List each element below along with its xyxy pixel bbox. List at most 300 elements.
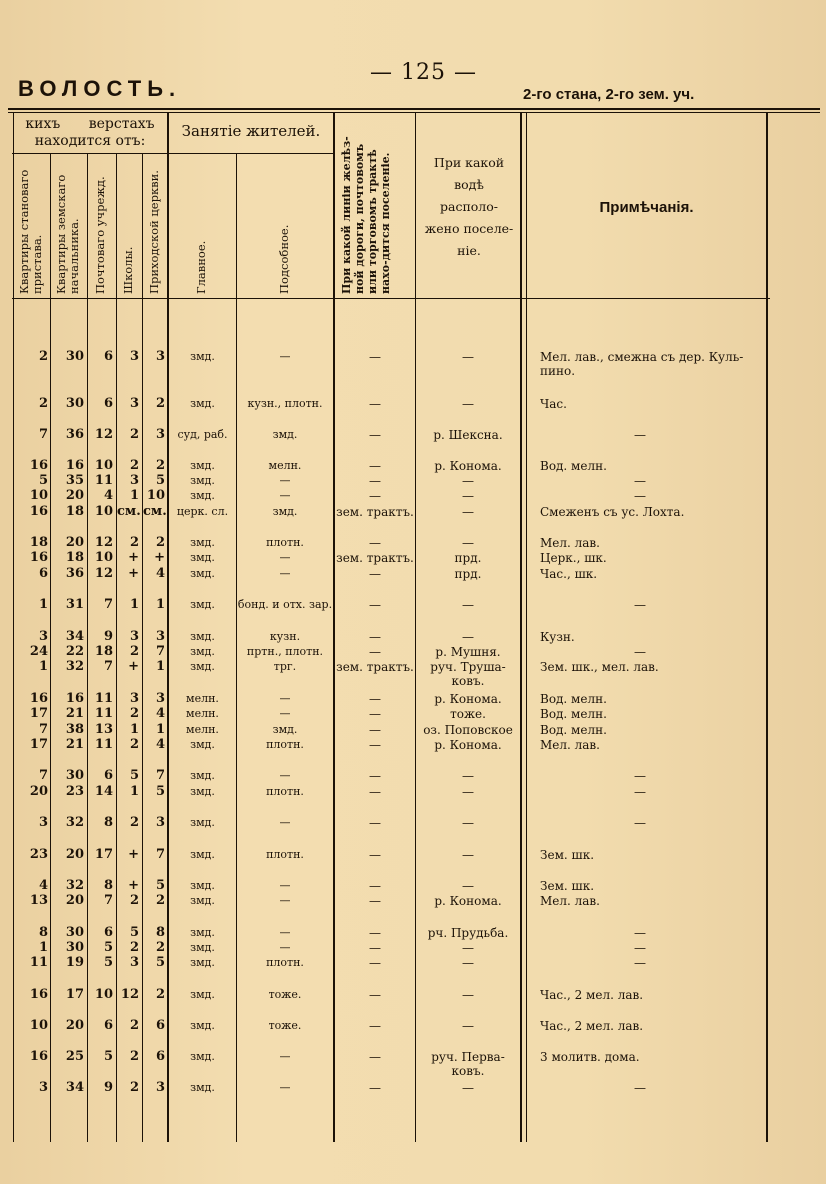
- table-cell-water: —: [462, 848, 474, 862]
- table-cell-c2: 19: [65, 955, 84, 970]
- table-cell-c2: 30: [65, 768, 84, 783]
- table-cell-main: змд.: [190, 956, 215, 969]
- table-cell-c1: 16: [29, 458, 48, 473]
- table-cell-c4: 2: [129, 1080, 139, 1095]
- table-cell-c5: 8: [155, 925, 165, 940]
- table-cell-sec: —: [279, 489, 291, 502]
- table-cell-road: —: [369, 489, 381, 503]
- table-cell-sec: плотн.: [266, 848, 304, 861]
- table-cell-sec: —: [279, 692, 291, 705]
- table-cell-note: Зем. шк., мел. лав.: [540, 660, 659, 674]
- col-header-church: Приходской церкви.: [147, 170, 161, 294]
- table-cell-c5: 2: [155, 535, 165, 550]
- table-cell-c2: 36: [65, 427, 84, 442]
- table-cell-note: —: [634, 785, 646, 799]
- table-cell-note: Зем. шк.: [540, 848, 595, 862]
- table-cell-c4: +: [128, 550, 139, 565]
- table-cell-c1: 7: [38, 768, 48, 783]
- table-cell-main: змд.: [190, 769, 215, 782]
- table-cell-c4: +: [128, 847, 139, 862]
- table-cell-c2: 25: [65, 1049, 84, 1064]
- table-cell-c1: 13: [29, 893, 48, 908]
- col-header-school: Школы.: [121, 246, 135, 294]
- table-cell-c3: 9: [103, 629, 113, 644]
- table-cell-main: змд.: [190, 551, 215, 564]
- table-cell-sec: плотн.: [266, 536, 304, 549]
- table-cell-c3: 8: [103, 878, 113, 893]
- table-cell-c3: 7: [103, 893, 113, 908]
- table-cell-c4: 2: [129, 940, 139, 955]
- table-cell-road: —: [369, 988, 381, 1002]
- table-cell-c4: 1: [129, 488, 139, 503]
- table-cell-c2: 34: [65, 629, 84, 644]
- table-cell-water: —: [462, 941, 474, 955]
- table-cell-road: —: [369, 474, 381, 488]
- table-cell-c4: 3: [129, 691, 139, 706]
- table-cell-water: руч. Труша-ковъ.: [430, 660, 506, 688]
- table-cell-c1: 16: [29, 987, 48, 1002]
- table-cell-road: —: [369, 692, 381, 706]
- table-cell-water: —: [462, 598, 474, 612]
- table-cell-c5: см.: [143, 504, 167, 519]
- table-cell-c2: 35: [65, 473, 84, 488]
- table-cell-c3: 6: [103, 768, 113, 783]
- table-cell-sec: —: [279, 567, 291, 580]
- table-cell-c5: 5: [155, 784, 165, 799]
- table-cell-c1: 3: [38, 629, 48, 644]
- table-cell-sec: —: [279, 816, 291, 829]
- col-header-road: При какой линіи желѣз-ной дороги, почтовомъ или торговомъ трактѣ нахо-дится поселеніе.: [340, 136, 392, 294]
- table-cell-sec: —: [279, 707, 291, 720]
- table-cell-c3: 5: [103, 1049, 113, 1064]
- table-cell-sec: —: [279, 894, 291, 907]
- table-cell-note: Час., шк.: [540, 567, 598, 581]
- table-cell-road: —: [369, 769, 381, 783]
- col-header-stanovoy: Квартиры становаго пристава.: [17, 169, 44, 294]
- table-cell-c3: 10: [94, 458, 113, 473]
- table-cell-c3: 4: [103, 488, 113, 503]
- table-cell-c3: 7: [103, 597, 113, 612]
- table-cell-c2: 38: [65, 722, 84, 737]
- table-cell-c1: 16: [29, 550, 48, 565]
- table-cell-c2: 36: [65, 566, 84, 581]
- table-cell-note: —: [634, 1081, 646, 1095]
- table-cell-sec: пртн., плотн.: [246, 645, 324, 658]
- table-cell-road: —: [369, 598, 381, 612]
- table-cell-c4: +: [128, 878, 139, 893]
- table-cell-c3: 5: [103, 955, 113, 970]
- table-cell-note: Церк., шк.: [540, 551, 607, 565]
- table-cell-c5: 2: [155, 458, 165, 473]
- table-cell-sec: кузн.: [269, 630, 301, 643]
- table-cell-sec: плотн.: [266, 956, 304, 969]
- table-cell-c2: 22: [65, 644, 84, 659]
- table-cell-c5: 2: [155, 396, 165, 411]
- table-cell-c3: 11: [94, 473, 113, 488]
- table-cell-sec: —: [279, 769, 291, 782]
- table-cell-road: —: [369, 1019, 381, 1033]
- table-cell-sec: —: [279, 350, 291, 363]
- table-cell-c2: 32: [65, 815, 84, 830]
- table-cell-c3: 10: [94, 987, 113, 1002]
- table-cell-c5: 3: [155, 1080, 165, 1095]
- col-header-water: При какой водѣ располо-жено поселе-ніе.: [424, 155, 514, 258]
- table-cell-water: тоже.: [450, 707, 486, 721]
- table-cell-sec: бонд. и отх. зар.: [237, 598, 333, 611]
- occupation-group-header: Занятіе жителей.: [181, 122, 321, 140]
- page-number: — 125 —: [370, 60, 477, 85]
- table-cell-water: —: [462, 489, 474, 503]
- table-cell-main: змд.: [190, 894, 215, 907]
- table-cell-main: змд.: [190, 1019, 215, 1032]
- table-cell-c3: 10: [94, 504, 113, 519]
- table-cell-c4: 2: [129, 458, 139, 473]
- table-cell-road: —: [369, 707, 381, 721]
- table-cell-road: зем. трактъ.: [336, 551, 414, 565]
- distance-group-line1: кихъ верстахъ: [25, 116, 155, 132]
- table-cell-c1: 1: [38, 597, 48, 612]
- table-cell-sec: —: [279, 551, 291, 564]
- table-cell-road: —: [369, 1050, 381, 1064]
- table-cell-road: —: [369, 645, 381, 659]
- header-bottom-rule: [12, 298, 770, 299]
- table-cell-note: —: [634, 816, 646, 830]
- table-cell-water: руч. Перва-ковъ.: [431, 1050, 505, 1078]
- table-cell-road: —: [369, 459, 381, 473]
- table-cell-main: змд.: [190, 848, 215, 861]
- table-cell-c3: 6: [103, 396, 113, 411]
- table-cell-c1: 1: [38, 940, 48, 955]
- table-cell-c3: 6: [103, 349, 113, 364]
- table-cell-sec: плотн.: [266, 785, 304, 798]
- table-cell-c1: 5: [38, 473, 48, 488]
- table-cell-road: —: [369, 848, 381, 862]
- table-cell-water: —: [462, 397, 474, 411]
- table-cell-road: —: [369, 567, 381, 581]
- table-cell-c3: 12: [94, 566, 113, 581]
- table-cell-c5: 2: [155, 987, 165, 1002]
- table-cell-main: змд.: [190, 816, 215, 829]
- table-cell-main: змд.: [190, 598, 215, 611]
- table-cell-c4: 3: [129, 955, 139, 970]
- table-cell-c3: 12: [94, 535, 113, 550]
- table-cell-c3: 12: [94, 427, 113, 442]
- table-cell-sec: тоже.: [268, 1019, 302, 1032]
- table-cell-main: змд.: [190, 630, 215, 643]
- table-cell-main: змд.: [190, 645, 215, 658]
- table-cell-c2: 20: [65, 535, 84, 550]
- table-cell-c5: 3: [155, 691, 165, 706]
- table-cell-note: Час., 2 мел. лав.: [540, 1019, 644, 1033]
- table-cell-main: мелн.: [186, 723, 219, 736]
- table-cell-main: змд.: [190, 350, 215, 363]
- table-cell-main: змд.: [190, 941, 215, 954]
- table-cell-sec: тоже.: [268, 988, 302, 1001]
- col-header-notes: Примѣчанія.: [599, 199, 694, 216]
- table-cell-road: —: [369, 723, 381, 737]
- table-cell-c3: 11: [94, 706, 113, 721]
- table-cell-road: —: [369, 879, 381, 893]
- table-cell-c1: 7: [38, 722, 48, 737]
- volost-title: ВОЛОСТЬ.: [18, 76, 182, 101]
- table-cell-c2: 17: [65, 987, 84, 1002]
- table-cell-c4: 2: [129, 706, 139, 721]
- table-cell-sec: мелн.: [268, 459, 302, 472]
- col-header-secondary: Подсобное.: [277, 224, 291, 294]
- table-cell-c5: 6: [155, 1049, 165, 1064]
- table-cell-c2: 20: [65, 488, 84, 503]
- table-cell-c2: 20: [65, 893, 84, 908]
- table-cell-water: р. Конома.: [434, 738, 502, 752]
- table-cell-water: оз. Поповское: [423, 723, 513, 737]
- table-cell-c3: 9: [103, 1080, 113, 1095]
- table-cell-c1: 7: [38, 427, 48, 442]
- table-cell-c1: 3: [38, 815, 48, 830]
- table-cell-c3: 17: [94, 847, 113, 862]
- table-cell-water: р. Конома.: [434, 692, 502, 706]
- table-cell-main: змд.: [190, 660, 215, 673]
- table-cell-note: —: [634, 474, 646, 488]
- table-cell-water: р. Конома.: [434, 459, 502, 473]
- occupation-subhead-rule: [168, 153, 333, 154]
- table-cell-c5: +: [154, 550, 165, 565]
- table-cell-sec: —: [279, 879, 291, 892]
- table-cell-c4: 2: [129, 1018, 139, 1033]
- col-header-main: Главное.: [194, 240, 208, 294]
- table-cell-note: Вод. мелн.: [540, 692, 607, 706]
- stan-title: 2-го стана, 2-го зем. уч.: [523, 86, 695, 103]
- table-cell-c2: 21: [65, 706, 84, 721]
- table-cell-main: змд.: [190, 879, 215, 892]
- table-cell-c5: 3: [155, 427, 165, 442]
- table-cell-c5: 6: [155, 1018, 165, 1033]
- table-cell-c2: 23: [65, 784, 84, 799]
- table-cell-note: —: [634, 956, 646, 970]
- table-cell-road: —: [369, 350, 381, 364]
- table-cell-road: —: [369, 397, 381, 411]
- table-cell-c2: 32: [65, 878, 84, 893]
- table-cell-note: Мел. лав.: [540, 894, 600, 908]
- table-cell-c4: +: [128, 566, 139, 581]
- table-cell-note: Зем. шк.: [540, 879, 595, 893]
- table-cell-c1: 4: [38, 878, 48, 893]
- table-cell-note: —: [634, 489, 646, 503]
- table-cell-c1: 2: [38, 396, 48, 411]
- table-cell-road: зем. трактъ.: [336, 660, 414, 674]
- table-cell-note: 3 молитв. дома.: [540, 1050, 640, 1064]
- distance-subhead-rule: [12, 153, 167, 154]
- table-cell-c1: 10: [29, 488, 48, 503]
- table-cell-c5: 4: [155, 737, 165, 752]
- table-cell-water: —: [462, 879, 474, 893]
- table-cell-note: Мел. лав., смежна съ дер. Куль-пино.: [540, 350, 744, 378]
- table-cell-c1: 24: [29, 644, 48, 659]
- table-cell-c4: 2: [129, 737, 139, 752]
- table-cell-water: —: [462, 1081, 474, 1095]
- table-cell-c4: 2: [129, 644, 139, 659]
- table-cell-water: —: [462, 350, 474, 364]
- table-cell-c2: 34: [65, 1080, 84, 1095]
- table-cell-main: змд.: [190, 1081, 215, 1094]
- table-cell-sec: змд.: [272, 505, 298, 518]
- table-cell-c1: 11: [29, 955, 48, 970]
- table-cell-main: змд.: [190, 536, 215, 549]
- table-cell-c3: 10: [94, 550, 113, 565]
- table-cell-water: р. Шексна.: [433, 428, 503, 442]
- table-cell-road: —: [369, 536, 381, 550]
- table-cell-sec: плотн.: [266, 738, 304, 751]
- table-cell-main: змд.: [190, 988, 215, 1001]
- table-cell-road: зем. трактъ.: [336, 505, 414, 519]
- table-cell-c5: 1: [155, 659, 165, 674]
- table-cell-c3: 11: [94, 737, 113, 752]
- top-rule: [8, 108, 820, 110]
- table-cell-note: —: [634, 428, 646, 442]
- table-cell-water: —: [462, 1019, 474, 1033]
- table-cell-c3: 11: [94, 691, 113, 706]
- table-cell-c1: 20: [29, 784, 48, 799]
- distance-group-line2: находится отъ:: [34, 133, 146, 149]
- table-cell-c4: см.: [117, 504, 141, 519]
- table-cell-road: —: [369, 816, 381, 830]
- table-cell-note: Вод. мелн.: [540, 723, 607, 737]
- table-cell-water: —: [462, 785, 474, 799]
- table-cell-water: —: [462, 505, 474, 519]
- table-cell-c5: 3: [155, 629, 165, 644]
- table-cell-water: рч. Прудьба.: [427, 926, 509, 940]
- table-cell-main: змд.: [190, 738, 215, 751]
- table-cell-road: —: [369, 894, 381, 908]
- table-cell-c4: 1: [129, 784, 139, 799]
- table-cell-c1: 17: [29, 737, 48, 752]
- table-cell-c1: 16: [29, 504, 48, 519]
- col-rule: [526, 112, 527, 1142]
- table-cell-c1: 8: [38, 925, 48, 940]
- table-cell-note: —: [634, 769, 646, 783]
- table-cell-c5: 4: [155, 706, 165, 721]
- distance-group-header: [14, 116, 166, 150]
- table-cell-c2: 30: [65, 396, 84, 411]
- table-cell-main: суд, раб.: [177, 428, 228, 441]
- table-cell-water: —: [462, 956, 474, 970]
- table-cell-c2: 18: [65, 550, 84, 565]
- table-cell-c3: 13: [94, 722, 113, 737]
- table-cell-c5: 4: [155, 566, 165, 581]
- table-cell-water: —: [462, 474, 474, 488]
- table-cell-c5: 1: [155, 722, 165, 737]
- table-cell-water: —: [462, 816, 474, 830]
- table-cell-note: Час.: [540, 397, 567, 411]
- table-cell-main: змд.: [190, 397, 215, 410]
- table-cell-c5: 5: [155, 473, 165, 488]
- table-cell-road: —: [369, 630, 381, 644]
- table-cell-c3: 18: [94, 644, 113, 659]
- table-cell-water: —: [462, 630, 474, 644]
- table-cell-c1: 3: [38, 1080, 48, 1095]
- table-cell-note: Кузн.: [540, 630, 575, 644]
- table-cell-road: —: [369, 428, 381, 442]
- table-cell-note: Вод. мелн.: [540, 707, 607, 721]
- table-cell-c2: 16: [65, 691, 84, 706]
- table-cell-c1: 1: [38, 659, 48, 674]
- table-cell-note: Мел. лав.: [540, 738, 600, 752]
- table-cell-c2: 30: [65, 349, 84, 364]
- table-cell-water: прд.: [454, 567, 482, 581]
- table-cell-c4: 2: [129, 1049, 139, 1064]
- table-cell-sec: —: [279, 926, 291, 939]
- table-cell-c1: 18: [29, 535, 48, 550]
- table-cell-c4: 5: [129, 768, 139, 783]
- table-cell-note: —: [634, 926, 646, 940]
- table-cell-water: р. Мушня.: [435, 645, 501, 659]
- table-cell-c5: 7: [155, 847, 165, 862]
- table-cell-note: Час., 2 мел. лав.: [540, 988, 644, 1002]
- col-header-zemsky: Квартиры земскаго начальника.: [54, 174, 81, 294]
- table-cell-note: Вод. мелн.: [540, 459, 607, 473]
- table-cell-c1: 10: [29, 1018, 48, 1033]
- table-cell-c5: 7: [155, 768, 165, 783]
- table-cell-main: змд.: [190, 1050, 215, 1063]
- table-cell-c4: 3: [129, 473, 139, 488]
- table-cell-c1: 16: [29, 1049, 48, 1064]
- table-cell-water: —: [462, 536, 474, 550]
- table-cell-road: —: [369, 1081, 381, 1095]
- table-cell-main: змд.: [190, 785, 215, 798]
- table-cell-sec: трг.: [273, 660, 297, 673]
- table-cell-road: —: [369, 941, 381, 955]
- table-cell-road: —: [369, 738, 381, 752]
- table-cell-c2: 20: [65, 847, 84, 862]
- table-cell-c3: 6: [103, 1018, 113, 1033]
- table-cell-water: —: [462, 769, 474, 783]
- table-cell-c3: 5: [103, 940, 113, 955]
- table-cell-sec: кузн., плотн.: [247, 397, 323, 410]
- col-rule: [520, 112, 522, 1142]
- table-cell-road: —: [369, 785, 381, 799]
- table-cell-sec: змд.: [272, 428, 298, 441]
- table-cell-c4: 2: [129, 535, 139, 550]
- table-cell-c1: 17: [29, 706, 48, 721]
- table-cell-main: змд.: [190, 474, 215, 487]
- table-cell-c1: 6: [38, 566, 48, 581]
- table-cell-c5: 1: [155, 597, 165, 612]
- table-cell-sec: змд.: [272, 723, 298, 736]
- table-cell-c5: 5: [155, 878, 165, 893]
- table-cell-c5: 7: [155, 644, 165, 659]
- table-cell-c4: 2: [129, 893, 139, 908]
- table-cell-c4: 2: [129, 427, 139, 442]
- table-cell-c2: 32: [65, 659, 84, 674]
- table-cell-note: —: [634, 941, 646, 955]
- table-cell-c2: 16: [65, 458, 84, 473]
- table-cell-main: мелн.: [186, 692, 219, 705]
- top-rule-thin: [8, 112, 820, 113]
- table-cell-note: Мел. лав.: [540, 536, 600, 550]
- table-cell-main: змд.: [190, 459, 215, 472]
- table-cell-c5: 3: [155, 815, 165, 830]
- table-cell-c3: 14: [94, 784, 113, 799]
- table-cell-c3: 7: [103, 659, 113, 674]
- table-cell-c4: 1: [129, 597, 139, 612]
- table-cell-c4: 3: [129, 629, 139, 644]
- table-cell-c1: 23: [29, 847, 48, 862]
- table-cell-c5: 2: [155, 893, 165, 908]
- table-cell-note: —: [634, 645, 646, 659]
- table-cell-main: змд.: [190, 567, 215, 580]
- table-cell-c1: 16: [29, 691, 48, 706]
- table-cell-c4: +: [128, 659, 139, 674]
- col-rule: [766, 112, 768, 1142]
